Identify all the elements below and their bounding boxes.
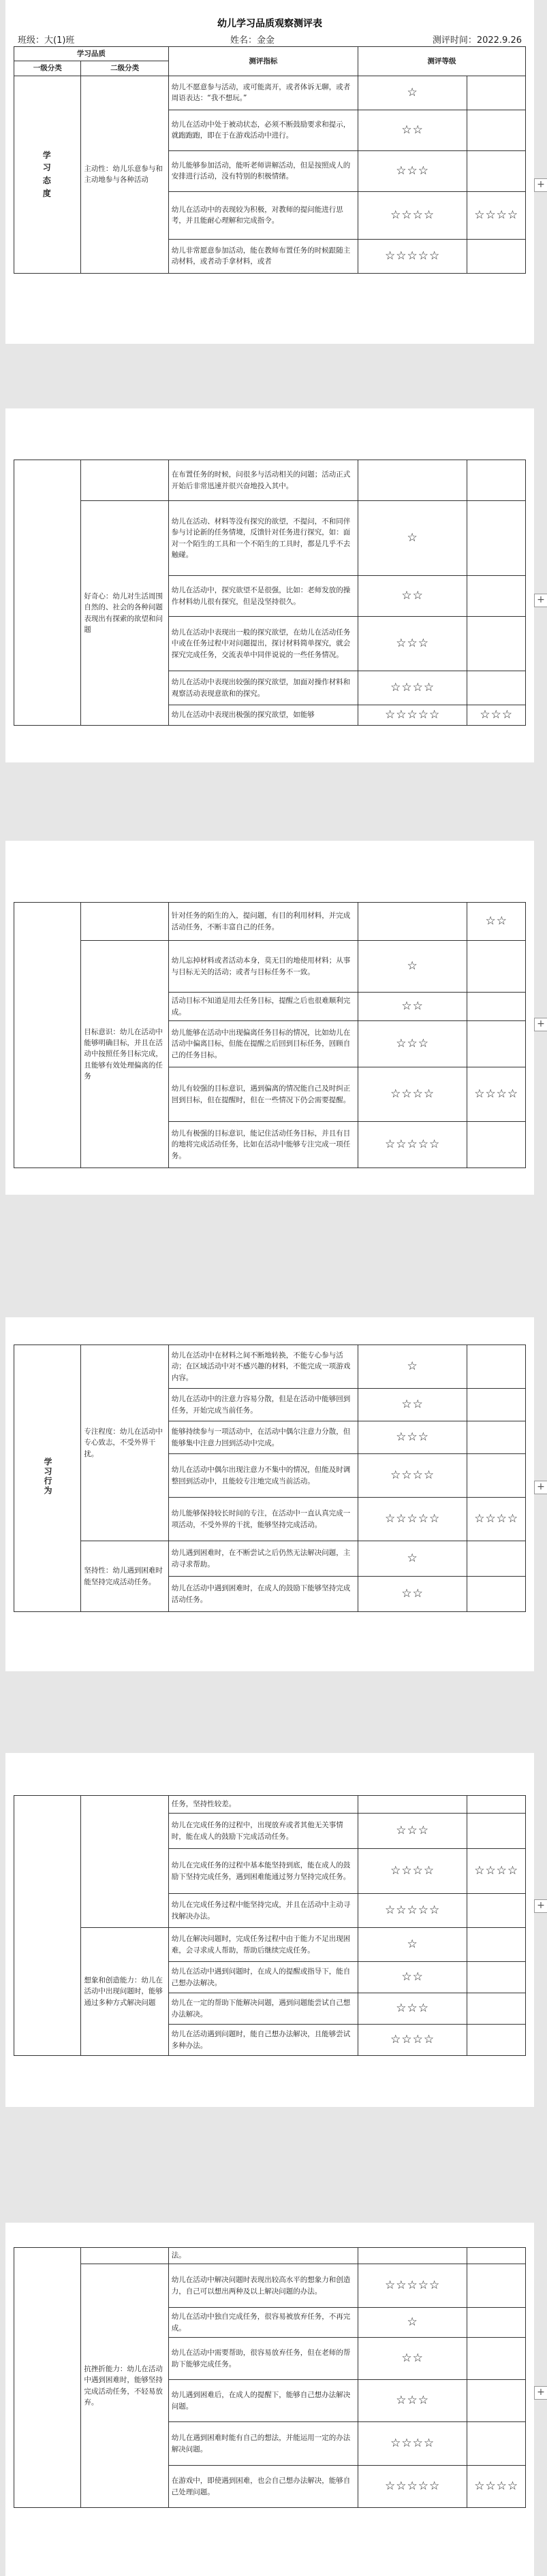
grade-stars: ☆☆☆☆☆ [358, 239, 467, 273]
indicator-cell: 幼儿在遇到困难时能有自己的想法，并能运用一定的办法解决问题。 [168, 2422, 358, 2466]
document-page-5 [5, 1753, 545, 2107]
grade-stars: ☆☆☆☆☆ [358, 2264, 467, 2308]
grade-extra: ☆☆☆☆ [467, 191, 526, 239]
grade-stars: ☆☆ [358, 110, 467, 150]
grade-extra [467, 1814, 526, 1849]
level2-cell: 专注程度：幼儿在活动中专心致志，不受外界干扰。 [81, 1345, 168, 1541]
grade-extra [467, 1021, 526, 1067]
level1-header: 一级分类 [14, 61, 81, 76]
grade-extra [467, 2308, 526, 2338]
grade-extra [467, 617, 526, 671]
page-title: 幼儿学习品质观察测评表 [217, 18, 322, 29]
add-button[interactable]: + [534, 178, 547, 192]
grade-stars: ☆ [358, 1345, 467, 1389]
indicator-cell: 幼儿能够保持较长时间的专注，在活动中一直认真完成一项活动，不受外界的干扰，能够坚持完成活动。 [168, 1498, 358, 1541]
grade-extra [467, 2380, 526, 2422]
indicator-cell: 幼儿在活动中的注意力容易分散，但是在活动中能够回到任务，开始完成当前任务。 [168, 1389, 358, 1421]
grade-extra [467, 239, 526, 273]
indicator-cell: 幼儿在活动中处于被动状态，必须不断鼓励要求和提示，就跑跑跑，即在于在游戏活动中进行。 [168, 110, 358, 150]
indicator-cell: 活动目标不知道是用去任务目标，提醒之后也很难顺利完成。 [168, 993, 358, 1021]
indicator-cell: 在游戏中，即使遇到困难，也会自己想办法解决，能够自己处理问题。 [168, 2466, 358, 2508]
indicator-cell: 幼儿在完成任务的过程中基本能坚持到底，能在成人的鼓励下坚持完成任务，遇到困难能通过努力坚持完成任务。 [168, 1849, 358, 1894]
evaluation-table [14, 902, 526, 1168]
level2-cell [81, 903, 168, 941]
indicator-cell: 幼儿有极强的目标意识，能记住活动任务目标，并且有目的地将完成活动任务，比如在活动中能够专注完成一项任务。 [168, 1122, 358, 1168]
grade-stars: ☆☆☆☆ [358, 1067, 467, 1122]
indicator-cell: 幼儿在活动中解决问题时表现出较高水平的想象力和创造力，自己可以想出两种及以上解决问题的办法。 [168, 2264, 358, 2308]
indicator-cell: 幼儿在一定的帮助下能解决问题，遇到问题能尝试自己想办法解决。 [168, 1993, 358, 2025]
grade-stars: ☆ [358, 1541, 467, 1577]
grade-extra [467, 2025, 526, 2056]
grade-stars [358, 1796, 467, 1814]
indicator-cell: 幼儿在活动中的表现较为积极，对教师的提问能进行思考，并且能耐心理解和完成指令。 [168, 191, 358, 239]
add-button[interactable]: + [534, 1899, 547, 1913]
info-row [14, 31, 526, 46]
grade-extra [467, 1796, 526, 1814]
name-label: 姓名：金金 [230, 35, 275, 46]
indicator-cell: 幼儿在完成任务的过程中，出现放弃或者其他无关事情时，能在成人的鼓励下完成活动任务。 [168, 1814, 358, 1849]
grade-stars: ☆ [358, 76, 467, 110]
indicator-cell: 幼儿忘掉材料或者活动本身，莫无目的地使用材料；从事与目标无关的活动；或者与目标任务不一致。 [168, 941, 358, 993]
indicator-cell: 幼儿在活动中在材料之间不断地转换，不能专心参与活动；在区域活动中对不感兴趣的材料，不能完成一项游戏内容。 [168, 1345, 358, 1389]
level2-cell: 坚持性：幼儿遇到困难时能坚持完成活动任务。 [81, 1541, 168, 1612]
grade-stars: ☆☆☆ [358, 150, 467, 191]
indicator-cell: 幼儿能够在活动中出现偏离任务目标的情况，比如幼儿在活动中偏离目标，但能在提醒之后回到目标任务，回顾自己的任务目标。 [168, 1021, 358, 1067]
time-label: 测评时间：2022.9.26 [432, 35, 522, 46]
level1-cell: 学 习 态 度 [14, 76, 81, 273]
grade-stars: ☆ [358, 1928, 467, 1962]
indicator-cell: 幼儿非常愿意参加活动，能在教师布置任务的时候跟随主动材料，或者动手拿材料，或者 [168, 239, 358, 273]
grade-extra [467, 2248, 526, 2264]
grade-extra [467, 1928, 526, 1962]
grade-extra [467, 993, 526, 1021]
indicator-cell: 幼儿在活动中偶尔出现注意力不集中的情况，但能及时调整回到活动中，且能较专注地完成当前活动。 [168, 1454, 358, 1498]
class-label: 班级：大(1)班 [18, 35, 75, 46]
document-page-6 [5, 2223, 545, 2576]
indicator-cell: 任务，坚持性较差。 [168, 1796, 358, 1814]
grade-stars [358, 460, 467, 501]
level2-cell [81, 460, 168, 501]
grade-extra [467, 1454, 526, 1498]
grade-stars: ☆☆☆ [358, 1421, 467, 1454]
grade-extra [467, 941, 526, 993]
grade-extra [467, 1421, 526, 1454]
grade-stars: ☆ [358, 941, 467, 993]
grade-stars: ☆☆☆☆☆ [358, 1894, 467, 1928]
grade-extra: ☆☆ [467, 903, 526, 941]
grade-extra [467, 501, 526, 576]
indicator-cell: 幼儿能够参加活动，能听老师讲解活动，但是按照成人的安排进行活动，没有特别的积极情绪。 [168, 150, 358, 191]
level1-cell [14, 1345, 81, 1612]
grade-stars: ☆☆☆☆ [358, 671, 467, 705]
evaluation-table [14, 2247, 526, 2508]
evaluation-table [14, 1795, 526, 2056]
indicator-cell: 法。 [168, 2248, 358, 2264]
grade-stars: ☆☆☆☆☆ [358, 1498, 467, 1541]
grade-extra [467, 110, 526, 150]
level2-cell: 好奇心：幼儿对生活周围自然的、社会的各种问题表现出有探索的欲望和问题 [81, 501, 168, 726]
level2-cell [81, 2248, 168, 2264]
indicator-cell: 幼儿在完成任务过程中能坚持完成，并且在活动中主动寻找解决办法。 [168, 1894, 358, 1928]
grade-extra [467, 1389, 526, 1421]
grade-stars: ☆☆☆☆ [358, 2422, 467, 2466]
grade-stars [358, 2248, 467, 2264]
grade-stars: ☆☆☆ [358, 1993, 467, 2025]
grade-stars: ☆☆ [358, 576, 467, 617]
grade-stars: ☆☆☆☆☆ [358, 1122, 467, 1168]
grade-stars: ☆☆☆☆ [358, 191, 467, 239]
grade-extra [467, 150, 526, 191]
indicator-cell: 幼儿在活动中遇到困难时，在成人的鼓励下能够坚持完成活动任务。 [168, 1577, 358, 1612]
add-button[interactable]: + [534, 1481, 547, 1494]
grade-extra [467, 2338, 526, 2380]
grade-extra: ☆☆☆☆ [467, 1849, 526, 1894]
grade-stars: ☆☆ [358, 2338, 467, 2380]
grade-stars: ☆☆☆ [358, 1021, 467, 1067]
grade-stars: ☆ [358, 2308, 467, 2338]
indicator-cell: 幼儿有较强的目标意识，遇到偏离的情况能自己及时纠正回到目标，但在提醒时，但在一些情况下仍会需要提醒。 [168, 1067, 358, 1122]
grade-extra [467, 1541, 526, 1577]
level2-header: 二级分类 [81, 61, 168, 76]
indicator-cell: 幼儿遇到困难后，在成人的提醒下，能够自己想办法解决问题。 [168, 2380, 358, 2422]
level2-cell: 主动性：幼儿乐意参与和主动地参与各种活动 [81, 76, 168, 273]
grade-stars: ☆ [358, 501, 467, 576]
indicator-cell: 能够持续参与一项活动中，在活动中偶尔注意力分散，但能够集中注意力回到活动中完成。 [168, 1421, 358, 1454]
grade-stars: ☆☆☆ [358, 2380, 467, 2422]
grade-extra [467, 76, 526, 110]
grade-stars: ☆☆☆ [358, 617, 467, 671]
level1-label: 学习行为 [43, 1457, 52, 1496]
indicator-cell: 幼儿在活动、材料等没有探究的欲望，不提问，不和同伴参与讨论新的任务情境，反馈针对任务进行探究，如：面对一个陌生的工具和一个不陌生的工具时，都是几乎不去触碰。 [168, 501, 358, 576]
grade-stars: ☆☆ [358, 1962, 467, 1993]
grade-extra [467, 1894, 526, 1928]
level2-cell [81, 1796, 168, 1928]
grade-extra [467, 1345, 526, 1389]
grade-extra [467, 1122, 526, 1168]
level1-cell [14, 903, 81, 1168]
grade-extra [467, 1962, 526, 1993]
grade-header: 测评等级 [358, 47, 525, 76]
evaluation-table [14, 46, 526, 274]
grade-extra [467, 671, 526, 705]
level2-cell: 目标意识：幼儿在活动中能够明确目标，并且在活动中按照任务目标完成，且能够有效处理偏离的任务 [81, 941, 168, 1168]
grade-extra: ☆☆☆☆ [467, 1067, 526, 1122]
document-page-1 [5, 0, 545, 344]
grade-stars: ☆☆ [358, 993, 467, 1021]
level1-cell [14, 1796, 81, 2056]
indicator-header: 测评指标 [168, 47, 358, 76]
add-button[interactable]: + [534, 594, 547, 607]
document-page-2 [5, 408, 545, 762]
level1-cell [14, 2248, 81, 2508]
grade-stars: ☆☆ [358, 1577, 467, 1612]
grade-extra: ☆☆☆ [467, 705, 526, 726]
indicator-cell: 幼儿在活动遇到问题时，能自己想办法解决，且能够尝试多种办法。 [168, 2025, 358, 2056]
level2-cell: 抗挫折能力：幼儿在活动中遇到困难时，能够坚持完成活动任务，不轻易放弃。 [81, 2264, 168, 2508]
grade-extra [467, 460, 526, 501]
grade-stars: ☆☆☆☆☆ [358, 2466, 467, 2508]
indicator-cell: 幼儿在活动中表现出极强的探究欲望，如能够 [168, 705, 358, 726]
group-header: 学习品质 [14, 47, 169, 61]
evaluation-table [14, 1345, 526, 1612]
grade-extra [467, 576, 526, 617]
grade-stars: ☆☆ [358, 1389, 467, 1421]
document-page-3 [5, 841, 545, 1195]
indicator-cell: 幼儿在活动中遇到问题时，在成人的提醒或指导下，能自己想办法解决。 [168, 1962, 358, 1993]
indicator-cell: 幼儿在活动中表现出一般的探究欲望，在幼儿在活动任务中或在任务过程中对问题提出，探讨材料简单探究，就会探究完成任务，交流表单中同伴说说的一些任务情况。 [168, 617, 358, 671]
indicator-cell: 幼儿在活动中独自完成任务，很容易被放弃任务，不再完成。 [168, 2308, 358, 2338]
grade-stars: ☆☆☆☆ [358, 2025, 467, 2056]
level1-cell [14, 460, 81, 726]
evaluation-table [14, 460, 526, 726]
grade-extra [467, 1993, 526, 2025]
grade-extra: ☆☆☆☆ [467, 1498, 526, 1541]
grade-extra [467, 2422, 526, 2466]
indicator-cell: 幼儿遇到困难时，在不断尝试之后仍然无法解决问题，主动寻求帮助。 [168, 1541, 358, 1577]
grade-stars: ☆☆☆☆☆ [358, 705, 467, 726]
indicator-cell: 幼儿在解决问题时，完成任务过程中由于能力不足出现困难，会寻求成人帮助，帮助后继续完成任务。 [168, 1928, 358, 1962]
indicator-cell: 针对任务的陌生的入，提问题，有目的利用材料，并完成活动任务，不断丰富自己的任务。 [168, 903, 358, 941]
grade-stars: ☆☆☆ [358, 1814, 467, 1849]
indicator-cell: 幼儿在活动中需要帮助，很容易放弃任务，但在老师的帮助下能够完成任务。 [168, 2338, 358, 2380]
indicator-cell: 幼儿在活动中表现出较强的探究欲望，加面对操作材料和观察活动表现意欲和的探究。 [168, 671, 358, 705]
indicator-cell: 幼儿在活动中，探究欲望不是很强，比如：老师发放的操作材料幼儿很有探究，但是没坚持很久。 [168, 576, 358, 617]
add-button[interactable]: + [534, 2386, 547, 2400]
grade-stars: ☆☆☆☆ [358, 1454, 467, 1498]
level2-cell: 想象和创造能力：幼儿在活动中出现问题时，能够通过多种方式解决问题 [81, 1928, 168, 2056]
add-button[interactable]: + [534, 1018, 547, 1031]
grade-extra [467, 1577, 526, 1612]
grade-stars [358, 903, 467, 941]
indicator-cell: 在布置任务的时候，问很多与活动相关的问题；活动正式开始后非常迅速并很兴奋地投入其中。 [168, 460, 358, 501]
document-page-4 [5, 1317, 545, 1671]
indicator-cell: 幼儿不愿意参与活动，或可能离开，或者体诉无聊，或者周语表达：“我不想玩。” [168, 76, 358, 110]
grade-stars: ☆☆☆☆ [358, 1849, 467, 1894]
grade-extra: ☆☆☆☆ [467, 2466, 526, 2508]
grade-extra [467, 2264, 526, 2308]
